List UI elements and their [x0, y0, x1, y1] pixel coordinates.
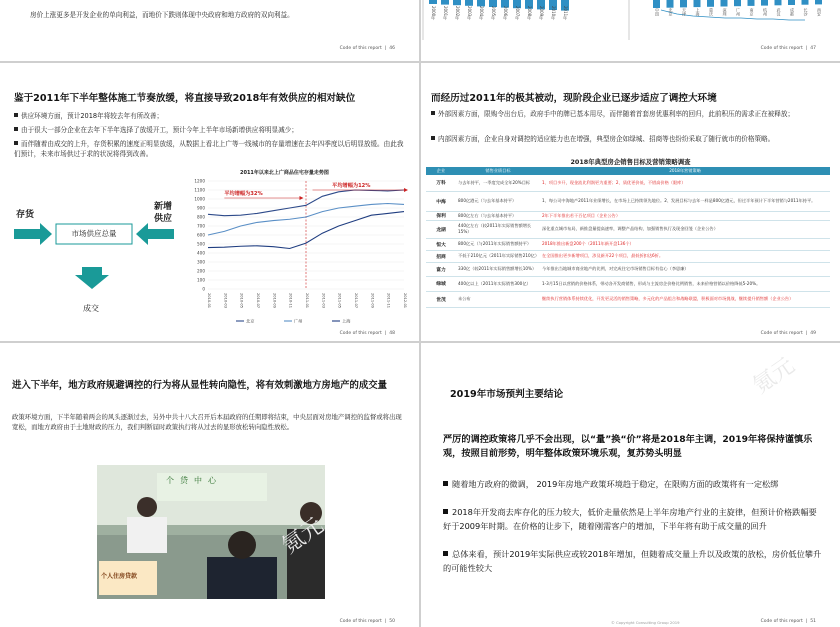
city-bar [775, 0, 782, 5]
inventory-label: 存货 [16, 210, 35, 220]
watermark: 氪元 [277, 513, 329, 560]
table-header-strategy: 2018年营销策略 [540, 167, 830, 175]
target-cell: 330亿（较2011年实际销售额增长10%） [456, 262, 540, 276]
slide-49-bullet-1: 外部因素方面，限购令出台后，政府手中的牌已基本用尽，而伴随着首套房优惠利率的回归，此前积压的需求正在被释放； [431, 109, 831, 119]
x-tick-label: 2011-01 [305, 293, 309, 309]
chart-title: 2011年以来北上广商品住宅存量走势图 [240, 170, 329, 176]
table-title: 2018年典型房企销售目标及营销策略调查 [570, 158, 691, 166]
slide-46 [0, 0, 419, 61]
strategy-cell: 2018年推出新盘200个（2011年新开盘136个） [540, 238, 830, 250]
x-tick-label: 2010-11 [288, 293, 293, 309]
strategy-cell: 今年推出当地城市商业地产的比例，对完成住宅市场销售目标有信心（李思廉） [540, 262, 830, 276]
strategy-cell: 1、项目多开，现金流比利润更为重要；2、质优更价低，不惜高价格（限库） [540, 175, 830, 191]
market-supply-text: 市场供应总量 [71, 229, 117, 238]
slide-49-title: 而经历过2011年的极其被动，现阶段企业已逐步适应了调控大环境 [431, 93, 717, 104]
company-cell: 保利 [426, 211, 456, 220]
table-row [426, 250, 830, 262]
city-bar-label: 深圳 [722, 8, 728, 16]
slide-50 [0, 343, 419, 627]
x-tick-label: 2011-07 [354, 293, 358, 309]
slide-48 [0, 63, 419, 341]
slide-48-bullet-3: 而伴随着由成交的上升，存货积累的速度正明显放缓，从数据上看北上广等一线城市的存量增速在去年四季度以后明显放缓。由此我们预计，未来市场供过于求的状况将得到改善。 [14, 140, 404, 158]
x-tick-label: 2011-09 [370, 293, 375, 309]
slide-51-footer: Code of this report | 51 [760, 619, 816, 624]
legend-label: 广州 [294, 318, 303, 324]
slide-51-title: 2019年市场预判主要结论 [450, 389, 564, 400]
target-cell: 与去年持平，一季度完成全年20%目标 [456, 175, 540, 191]
y-tick-label: 1200 [194, 178, 205, 184]
deal-arrow-icon [75, 267, 109, 289]
slide-49 [421, 63, 840, 341]
y-tick-label: 800 [197, 214, 205, 220]
company-cell: 世茂 [426, 291, 456, 307]
slide-50-text: 政策环境方面，下半年随着两会的风头逐渐过去，另外中共十八大召开后本届政府的任期即将结束，中央层面对房地产调控的监督或将出现宽松，而地方政府由于土地财政的压力，我们判断届时政策执行将从过去的显形放松转向隐性放松。 [12, 413, 402, 431]
slide-46-footer: Code of this report | 46 [339, 46, 395, 51]
history-bar-label: 2002年 [455, 6, 460, 21]
target-cell: 800亿左右（与去年基本持平） [456, 211, 540, 220]
strategy-cell: 继续执行营销体系持续优化，开发更灵活的销售策略，多元化的产品组合和战略联盟，积极面对市场挑战，继续提升销售额（企业公告） [540, 291, 830, 307]
strategy-cell: 1、每公司中海地产2011年业绩增长，在市场上已持续领先地位。2、发展目标与去年一样是800亿港元，但过半年预计下半年营销与2011年持平。 [540, 191, 830, 211]
history-bar-label: 2011年 [563, 6, 568, 21]
city-bar [707, 0, 714, 7]
slide-51-bullet-3: 总体来看，预计2019年实际供应或较2018年增加，但随着成交量上升以及政策的放松，房价低位攀升的可能性较大 [443, 549, 822, 573]
target-cell: 不低于210亿元（2011年实际销售210亿） [456, 250, 540, 262]
watermark-2: 氪元 [748, 353, 800, 400]
city-bar-label: 成都 [790, 8, 795, 16]
city-bar [694, 0, 701, 7]
y-tick-label: 400 [197, 250, 205, 256]
city-bar [653, 0, 660, 8]
target-cell: 440亿左右（较2011年实际销售额增长15%） [456, 220, 540, 238]
photo-sign-bottom: 个人住房贷款 [101, 573, 138, 580]
company-cell: 中海 [426, 191, 456, 211]
x-tick-label: 2010-05 [239, 293, 244, 309]
y-tick-label: 600 [197, 232, 205, 238]
history-bar [429, 0, 437, 4]
y-tick-label: 700 [197, 223, 205, 229]
history-bar [453, 0, 461, 5]
slide-47 [421, 0, 840, 61]
x-tick-label: 2011-11 [386, 293, 391, 309]
slide-51-lead: 严厉的调控政策将几乎不会出现，以“量”换“价”将是2018年主调，2019年将保持谨慎乐观，按照目前形势，明年整体政策环境乐观，复苏势头明显 [443, 434, 813, 459]
y-tick-label: 100 [197, 277, 205, 283]
history-bar-label: 2009年 [539, 6, 544, 21]
slide-50-title: 进入下半年，地方政府规避调控的行为将从显性转向隐性，将有效刺激地方房地产的成交量 [12, 380, 388, 391]
x-tick-label: 2011-03 [321, 293, 326, 309]
x-tick-label: 2010-03 [223, 293, 228, 309]
slide-49-bullet-2: 内部因素方面，企业自身对调控的适应能力也在增强，典型房企如绿城、招商等也纷纷采取了随行就市的价格策略。 [431, 134, 831, 144]
company-cell: 绿城 [426, 276, 456, 291]
target-cell: 400亿以上（2011年实际销售300亿） [456, 276, 540, 291]
company-cell: 招商 [426, 250, 456, 262]
legend-label: 上海 [342, 318, 351, 324]
table-row [426, 291, 830, 307]
target-cell: 800亿港元（与去年基本持平） [456, 191, 540, 211]
y-tick-label: 0 [202, 286, 205, 292]
company-cell: 富力 [426, 262, 456, 276]
x-tick-label: 2010-09 [272, 293, 277, 309]
slide-51 [421, 343, 840, 627]
x-tick-label: 2011-05 [337, 293, 342, 309]
stock-line-chart [186, 175, 411, 327]
table-row [426, 175, 830, 191]
history-bar-label: 2003年 [467, 6, 472, 21]
history-bar-label: 2004年 [479, 6, 484, 21]
inventory-arrow-icon [14, 223, 52, 245]
city-bar-label: 重庆 [709, 8, 714, 16]
history-bar [465, 0, 473, 6]
city-bar-label: 中国 [655, 8, 660, 16]
slide-48-footer: Code of this report | 48 [339, 331, 395, 336]
city-bar [815, 0, 822, 4]
history-bar-label: 2008年 [527, 6, 532, 21]
city-bar [788, 0, 795, 5]
city-bar-label: 上海 [695, 8, 701, 16]
y-tick-label: 500 [197, 241, 205, 247]
city-bar-label: 天津 [682, 8, 687, 16]
history-bar-label: 2001年 [443, 6, 448, 21]
city-bar [721, 0, 728, 7]
annotation-12: 平均增幅为12% [332, 183, 371, 189]
history-bar [441, 0, 449, 5]
city-bar-label: 武汉 [776, 8, 782, 16]
city-bar-label: 广州 [736, 8, 741, 16]
city-bar [761, 0, 768, 6]
table-row [426, 276, 830, 291]
strategy-cell: 深化重点城市布局，新推盘量提高速率，调整产品结构，加强销售执行及现金回笼（企业公告） [540, 220, 830, 238]
city-bar-label: 西安 [817, 8, 822, 16]
slide-48-bullet-2: 由于很大一部分企业在去年下半年选择了放缓开工，预计今年上半年市场新增供应将明显减少； [14, 125, 409, 135]
slide-49-footer: Code of this report | 49 [760, 331, 816, 336]
history-bar-label: 2006年 [503, 6, 508, 21]
target-cell: 800亿元（与2011年实际销售额持平） [456, 238, 540, 250]
legend-label: 北京 [246, 318, 255, 324]
slide-51-bullet-2: 2018年开发商去库存化的压力较大，低价走量依然是上半年房地产行业的主旋律，但预计价格跌幅要好于2009年时期。在价格的让步下，随着刚需客户的增加，下半年将有助于成交量的回升 [443, 507, 817, 531]
company-cell: 龙湖 [426, 220, 456, 238]
y-tick-label: 300 [197, 259, 205, 265]
strategy-cell: 2年下半年推出若干百亿项目（企业公告） [540, 211, 830, 220]
new-supply-arrow-icon [136, 223, 174, 245]
new-supply-label: 新增 供应 [154, 202, 173, 224]
x-tick-label: 2012-01 [403, 293, 407, 309]
city-bar [680, 0, 687, 7]
target-cell: 未公布 [456, 291, 540, 307]
strategy-cell: 在全国推出更多新增项目，涉及新开22个项目，最低折扣达6折。 [540, 250, 830, 262]
city-bar-label: 南京 [749, 8, 755, 16]
city-bar [748, 0, 755, 6]
city-bar-label: 北京 [668, 8, 674, 16]
table-row [426, 191, 830, 211]
city-bar [802, 0, 809, 5]
y-tick-label: 200 [197, 268, 205, 274]
x-tick-label: 2010-01 [207, 293, 211, 309]
history-bar-label: 2000年 [431, 6, 436, 21]
slide-48-title: 鉴于2011年下半年整体施工节奏放缓，将直接导致2018年有效供应的相对缺位 [14, 93, 356, 104]
history-bar-label: 2010年 [551, 6, 556, 21]
photo-sign-top: 个贷中心 [166, 476, 222, 485]
company-cell: 万科 [426, 175, 456, 191]
slide-51-bullet-1: 随着地方政府的微调， 2019年房地产政策环境趋于稳定，在限购方面的政策将有一定松绑 [443, 477, 823, 491]
y-tick-label: 1000 [194, 196, 205, 202]
history-bar-label: 2007年 [515, 6, 520, 21]
table-row [426, 262, 830, 276]
annotation-32: 平均增幅为32% [224, 191, 263, 197]
table-row [426, 211, 830, 220]
table-header-company: 企业 [426, 167, 456, 175]
city-bar-label: 杭州 [763, 8, 768, 16]
table-row [426, 220, 830, 238]
table-header-target: 销售业绩目标 [456, 167, 540, 175]
sales-target-table [426, 167, 830, 308]
city-bar-label: 长沙 [803, 8, 809, 16]
strategy-cell: 1-3月15日以营销的价格体系，带动各开发商销售，形成与主流房企价格比例销售，未来价格营销以价格降低5-20%。 [540, 276, 830, 291]
y-tick-label: 1100 [194, 187, 205, 193]
slide-50-footer: Code of this report | 50 [339, 619, 395, 624]
history-bar-label: 2005年 [491, 6, 496, 21]
city-bar [734, 0, 741, 6]
company-cell: 恒大 [426, 238, 456, 250]
table-row [426, 238, 830, 250]
y-tick-label: 900 [197, 205, 205, 211]
city-bar [667, 0, 674, 8]
slide-48-bullet-1: 供应环境方面，预计2018年将较去年有所改善； [14, 111, 409, 121]
copyright: © Copyright Consulting Group 2019 [611, 620, 680, 625]
slide-47-footer: Code of this report | 47 [760, 46, 816, 51]
slide-46-text: 房价上涨更多是开发企业的单向利益，而地价下跌则体现中央政府和地方政府的双向利益。 [30, 11, 294, 19]
x-tick-label: 2010-07 [256, 293, 260, 309]
deal-label: 成交 [83, 304, 99, 313]
